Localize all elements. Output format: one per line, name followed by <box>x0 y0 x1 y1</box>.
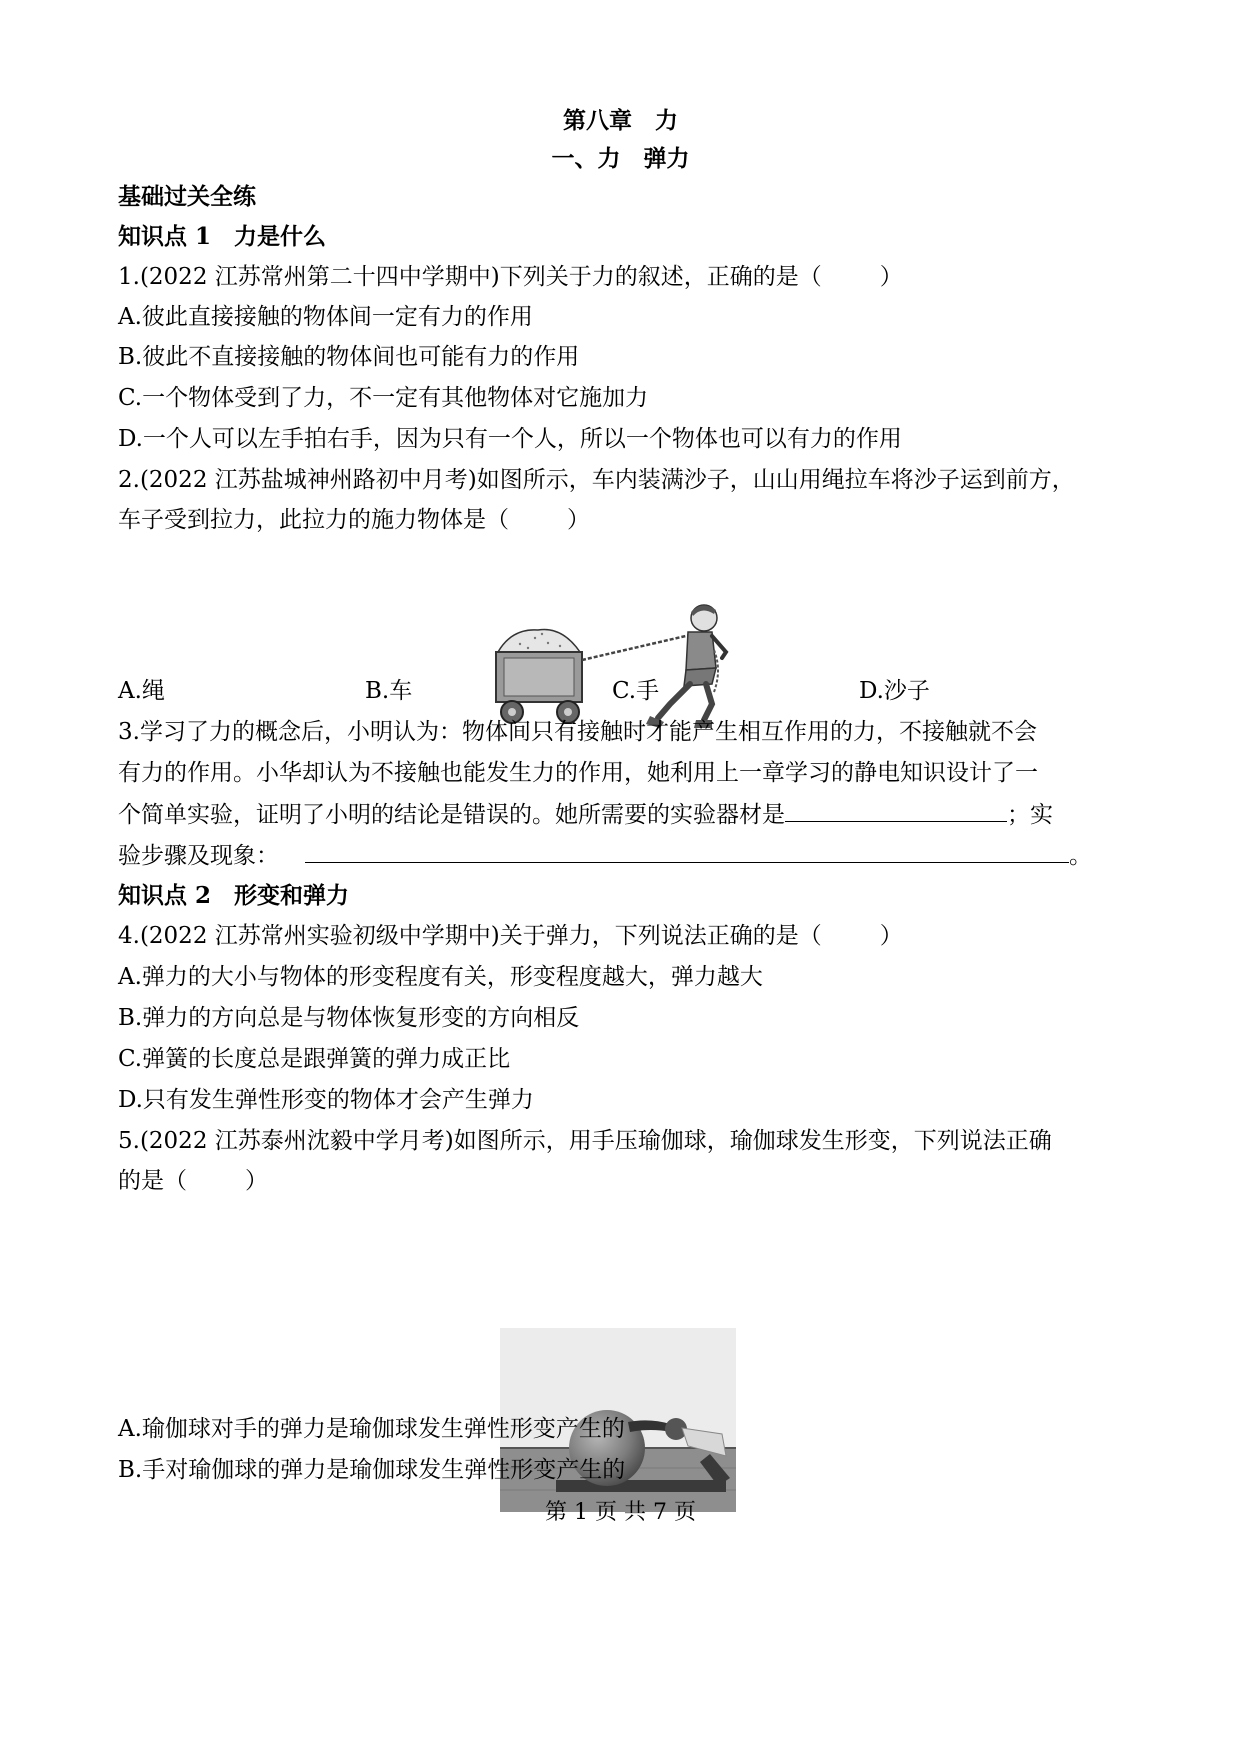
question-2-option-a: A.绳 <box>118 678 165 704</box>
question-3-line-1: 3.学习了力的概念后，小明认为：物体间只有接触时才能产生相互作用的力，不接触就不会 <box>118 719 1037 745</box>
question-2-option-c: C.手 <box>612 678 660 704</box>
question-1-option-c: C.一个物体受到了力，不一定有其他物体对它施加力 <box>118 385 649 411</box>
question-3-steps-label: 验步骤及现象： <box>118 843 279 869</box>
exercise-label: 基础过关全练 <box>118 183 256 210</box>
question-5-option-b: B.手对瑜伽球的弹力是瑜伽球发生弹性形变产生的 <box>118 1457 626 1483</box>
boy-pulling-cart-illustration <box>490 600 760 736</box>
question-5-option-a: A.瑜伽球对手的弹力是瑜伽球发生弹性形变产生的 <box>118 1416 625 1442</box>
question-1-option-a: A.彼此直接接触的物体间一定有力的作用 <box>118 304 533 330</box>
question-3-suffix: ；实 <box>1007 802 1053 828</box>
steps-blank[interactable] <box>305 840 1069 863</box>
question-5-close: ） <box>245 1168 268 1194</box>
question-4-close: ） <box>879 923 903 949</box>
question-4-option-c: C.弹簧的长度总是跟弹簧的弹力成正比 <box>118 1046 511 1072</box>
question-1-option-b: B.彼此不直接接触的物体间也可能有力的作用 <box>118 344 580 370</box>
question-3-line-2: 有力的作用。小华却认为不接触也能发生力的作用，她利用上一章学习的静电知识设计了一 <box>118 760 1038 786</box>
question-4-option-a: A.弹力的大小与物体的形变程度有关，形变程度越大，弹力越大 <box>118 964 763 990</box>
question-3-text: 个简单实验，证明了小明的结论是错误的。她所需要的实验器材是 <box>118 802 785 828</box>
equipment-blank[interactable] <box>785 799 1007 822</box>
question-1-option-d: D.一个人可以左手拍右手，因为只有一个人，所以一个物体也可以有力的作用 <box>118 426 902 452</box>
knowledge-point-2: 知识点 2 形变和弹力 <box>118 882 350 909</box>
question-2-option-d: D.沙子 <box>859 678 930 704</box>
question-4-text: 4.(2022 江苏常州实验初级中学期中)关于弹力，下列说法正确的是（ <box>118 923 822 949</box>
question-2-stem-line-2 <box>118 505 590 535</box>
question-2-text: 车子受到拉力，此拉力的施力物体是（ <box>118 507 509 533</box>
question-2-close: ） <box>567 507 590 533</box>
question-1-stem <box>118 262 903 292</box>
page-footer: 第 1 页 共 7 页 <box>545 1500 696 1525</box>
question-1-close: ） <box>879 264 903 290</box>
question-4-option-d: D.只有发生弹性形变的物体才会产生弹力 <box>118 1087 534 1113</box>
question-5-text: 的是（ <box>118 1168 187 1194</box>
chapter-title: 第八章 力 <box>563 107 678 134</box>
question-3-end: 。 <box>1069 843 1092 869</box>
question-3-line-4 <box>118 840 1092 871</box>
question-2-stem-line-1: 2.(2022 江苏盐城神州路初中月考)如图所示，车内装满沙子，山山用绳拉车将沙子运到前方， <box>118 467 1075 493</box>
section-title: 一、力 弹力 <box>551 145 690 172</box>
question-5-stem-line-2 <box>118 1166 268 1196</box>
question-4-option-b: B.弹力的方向总是与物体恢复形变的方向相反 <box>118 1005 580 1031</box>
knowledge-point-1: 知识点 1 力是什么 <box>118 223 327 250</box>
question-5-stem-line-1: 5.(2022 江苏泰州沈毅中学月考)如图所示，用手压瑜伽球，瑜伽球发生形变，下列说法正确 <box>118 1128 1052 1154</box>
question-4-stem <box>118 921 903 951</box>
question-1-text: 1.(2022 江苏常州第二十四中学期中)下列关于力的叙述，正确的是（ <box>118 264 822 290</box>
question-2-option-b: B.车 <box>365 678 413 704</box>
question-3-line-3 <box>118 799 1053 830</box>
